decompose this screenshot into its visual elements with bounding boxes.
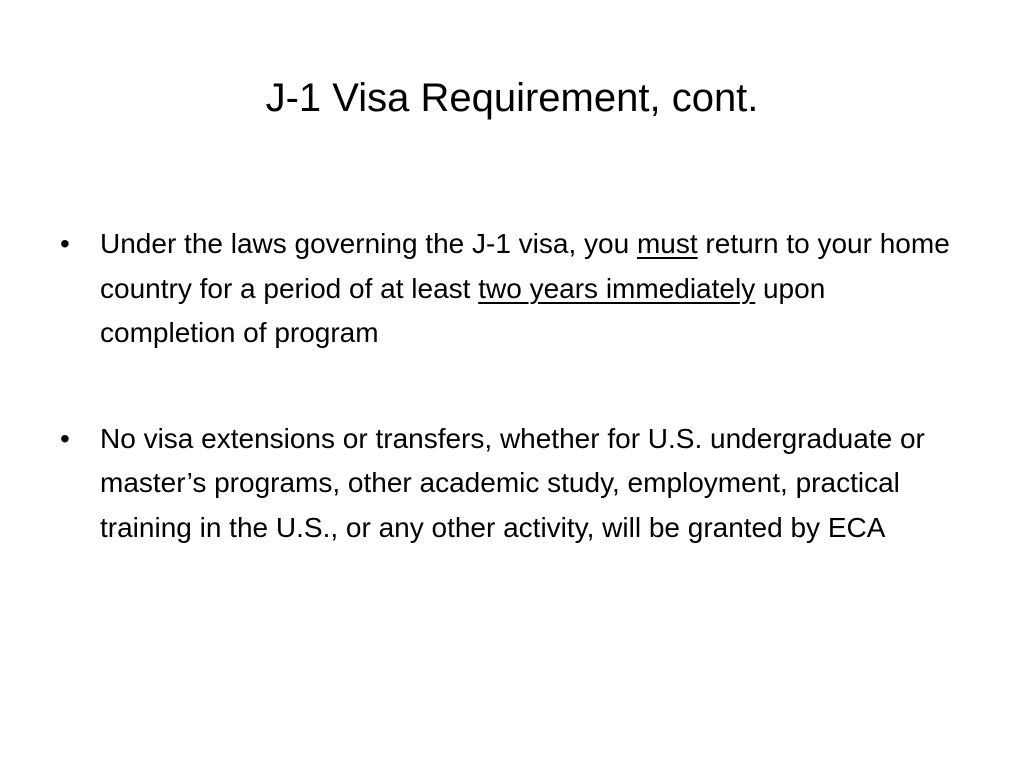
bullet-text-segment: Under the laws governing the J-1 visa, you [100, 228, 637, 259]
bullet-text-segment: return to your home country for a period of at least [100, 228, 950, 304]
slide-title: J-1 Visa Requirement, cont. [265, 76, 759, 120]
underlined-emphasis-must: must [636, 228, 698, 259]
bullet-dot-icon: • [60, 228, 70, 259]
bullet-item-2 [60, 417, 950, 551]
bullet-item-1 [60, 222, 950, 356]
bullet-dot-icon: • [60, 422, 70, 454]
bullet-text: No visa extensions or transfers, whether for U.S. undergraduate or master’s programs, other academic study, employment, practical training in the U.S., or any other activity, will be granted by ECA [100, 422, 925, 543]
underlined-emphasis-two-years-immediately: two years immediately [478, 272, 756, 304]
bullet-text-segment: upon completion of program [100, 272, 826, 348]
bullet-list [60, 222, 950, 550]
